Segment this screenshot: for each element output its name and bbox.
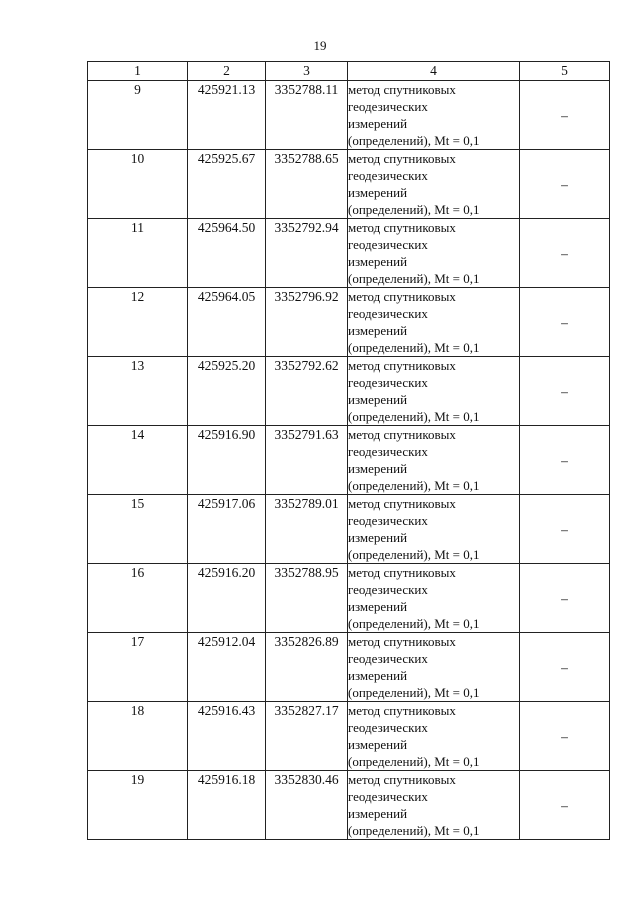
note-cell: –	[520, 357, 610, 426]
y-coordinate-cell: 3352792.94	[266, 219, 348, 288]
method-line: измерений	[348, 737, 408, 752]
table-body	[88, 81, 610, 840]
table-row	[88, 495, 610, 564]
method-line: метод спутниковых	[348, 772, 456, 787]
method-line: (определений), Mt = 0,1	[348, 478, 480, 493]
method-line: измерений	[348, 185, 408, 200]
method-line: измерений	[348, 668, 408, 683]
x-coordinate-cell: 425917.06	[188, 495, 266, 564]
method-line: измерений	[348, 530, 408, 545]
method-line: метод спутниковых	[348, 427, 456, 442]
method-line: геодезических	[348, 513, 428, 528]
method-cell	[348, 219, 520, 288]
note-cell: –	[520, 150, 610, 219]
y-coordinate-cell: 3352791.63	[266, 426, 348, 495]
method-line: метод спутниковых	[348, 703, 456, 718]
column-header-3: 3	[266, 62, 348, 81]
method-line: (определений), Mt = 0,1	[348, 616, 480, 631]
x-coordinate-cell: 425964.05	[188, 288, 266, 357]
method-line: измерений	[348, 254, 408, 269]
method-line: (определений), Mt = 0,1	[348, 409, 480, 424]
method-line: (определений), Mt = 0,1	[348, 823, 480, 838]
y-coordinate-cell: 3352792.62	[266, 357, 348, 426]
note-cell: –	[520, 633, 610, 702]
x-coordinate-cell: 425912.04	[188, 633, 266, 702]
point-number-cell: 14	[88, 426, 188, 495]
table-row	[88, 150, 610, 219]
table-row	[88, 564, 610, 633]
point-number-cell: 10	[88, 150, 188, 219]
table-row	[88, 633, 610, 702]
column-header-2: 2	[188, 62, 266, 81]
table-row	[88, 81, 610, 150]
table-row	[88, 288, 610, 357]
method-line: (определений), Mt = 0,1	[348, 133, 480, 148]
point-number-cell: 12	[88, 288, 188, 357]
column-header-5: 5	[520, 62, 610, 81]
method-line: метод спутниковых	[348, 220, 456, 235]
method-cell	[348, 495, 520, 564]
method-cell	[348, 771, 520, 840]
method-line: метод спутниковых	[348, 151, 456, 166]
table-row	[88, 426, 610, 495]
point-number-cell: 9	[88, 81, 188, 150]
y-coordinate-cell: 3352788.65	[266, 150, 348, 219]
x-coordinate-cell: 425964.50	[188, 219, 266, 288]
table-row	[88, 357, 610, 426]
method-line: геодезических	[348, 789, 428, 804]
y-coordinate-cell: 3352796.92	[266, 288, 348, 357]
method-cell	[348, 288, 520, 357]
method-line: измерений	[348, 392, 408, 407]
point-number-cell: 17	[88, 633, 188, 702]
table-row	[88, 771, 610, 840]
method-cell	[348, 702, 520, 771]
method-line: метод спутниковых	[348, 565, 456, 580]
method-cell	[348, 357, 520, 426]
y-coordinate-cell: 3352788.11	[266, 81, 348, 150]
method-line: измерений	[348, 599, 408, 614]
x-coordinate-cell: 425916.20	[188, 564, 266, 633]
note-cell: –	[520, 495, 610, 564]
note-cell: –	[520, 288, 610, 357]
method-line: геодезических	[348, 582, 428, 597]
point-number-cell: 18	[88, 702, 188, 771]
method-line: геодезических	[348, 168, 428, 183]
point-number-cell: 16	[88, 564, 188, 633]
table-header-row	[88, 62, 610, 81]
method-line: метод спутниковых	[348, 634, 456, 649]
method-line: геодезических	[348, 375, 428, 390]
method-cell	[348, 426, 520, 495]
note-cell: –	[520, 81, 610, 150]
note-cell: –	[520, 771, 610, 840]
y-coordinate-cell: 3352788.95	[266, 564, 348, 633]
method-line: (определений), Mt = 0,1	[348, 754, 480, 769]
page-number: 19	[313, 38, 327, 53]
method-cell	[348, 81, 520, 150]
x-coordinate-cell: 425925.67	[188, 150, 266, 219]
method-line: измерений	[348, 806, 408, 821]
method-line: геодезических	[348, 720, 428, 735]
method-line: (определений), Mt = 0,1	[348, 547, 480, 562]
method-cell	[348, 564, 520, 633]
y-coordinate-cell: 3352789.01	[266, 495, 348, 564]
note-cell: –	[520, 219, 610, 288]
method-line: (определений), Mt = 0,1	[348, 202, 480, 217]
method-line: геодезических	[348, 99, 428, 114]
x-coordinate-cell: 425925.20	[188, 357, 266, 426]
y-coordinate-cell: 3352830.46	[266, 771, 348, 840]
method-line: метод спутниковых	[348, 82, 456, 97]
method-line: (определений), Mt = 0,1	[348, 685, 480, 700]
column-header-1: 1	[88, 62, 188, 81]
note-cell: –	[520, 564, 610, 633]
point-number-cell: 13	[88, 357, 188, 426]
x-coordinate-cell: 425916.90	[188, 426, 266, 495]
method-line: геодезических	[348, 306, 428, 321]
method-cell	[348, 633, 520, 702]
y-coordinate-cell: 3352827.17	[266, 702, 348, 771]
method-line: геодезических	[348, 651, 428, 666]
x-coordinate-cell: 425916.43	[188, 702, 266, 771]
y-coordinate-cell: 3352826.89	[266, 633, 348, 702]
method-line: измерений	[348, 461, 408, 476]
x-coordinate-cell: 425921.13	[188, 81, 266, 150]
method-line: измерений	[348, 323, 408, 338]
method-line: метод спутниковых	[348, 289, 456, 304]
note-cell: –	[520, 702, 610, 771]
table-row	[88, 219, 610, 288]
point-number-cell: 19	[88, 771, 188, 840]
coordinates-table	[87, 61, 610, 840]
point-number-cell: 11	[88, 219, 188, 288]
method-line: измерений	[348, 116, 408, 131]
method-line: метод спутниковых	[348, 358, 456, 373]
table-row	[88, 702, 610, 771]
method-line: (определений), Mt = 0,1	[348, 271, 480, 286]
method-line: геодезических	[348, 444, 428, 459]
method-line: (определений), Mt = 0,1	[348, 340, 480, 355]
note-cell: –	[520, 426, 610, 495]
point-number-cell: 15	[88, 495, 188, 564]
method-line: геодезических	[348, 237, 428, 252]
method-cell	[348, 150, 520, 219]
x-coordinate-cell: 425916.18	[188, 771, 266, 840]
column-header-4: 4	[348, 62, 520, 81]
method-line: метод спутниковых	[348, 496, 456, 511]
